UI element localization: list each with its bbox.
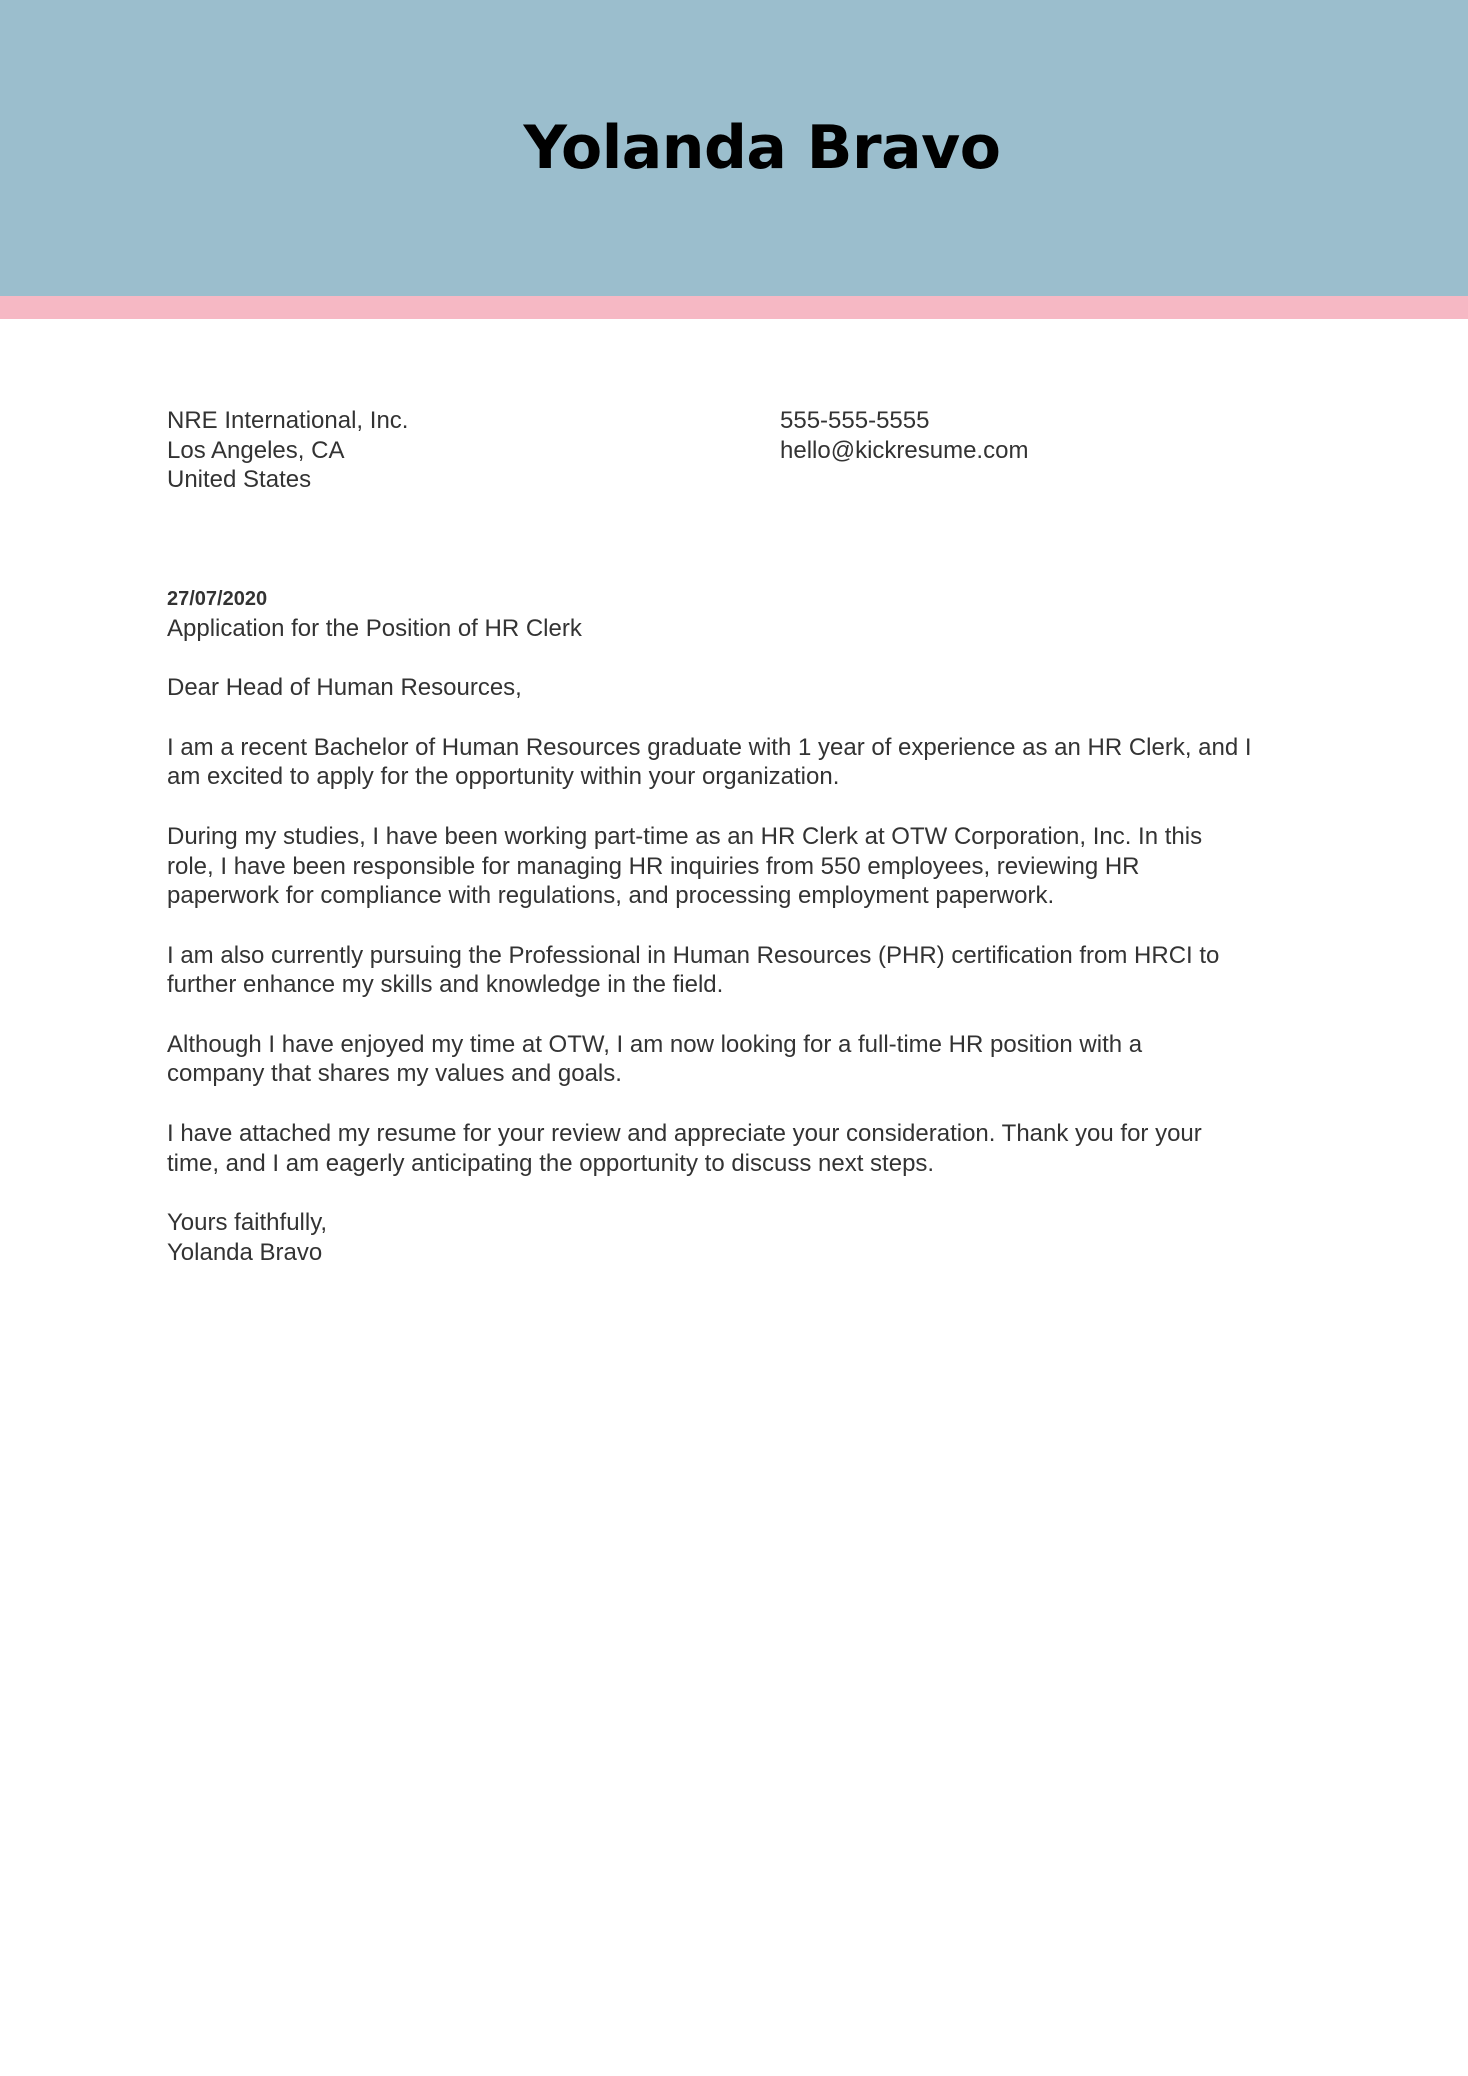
paragraph-line: further enhance my skills and knowledge in the field. — [167, 971, 724, 999]
applicant-name: Yolanda Bravo — [523, 113, 1001, 183]
paragraph-line: I am a recent Bachelor of Human Resources graduate with 1 year of experience as an HR Clerk, and I — [167, 733, 1252, 761]
phone-number: 555-555-5555 — [780, 407, 930, 434]
letter-paragraph-5 — [167, 1119, 1367, 1178]
paragraph-line: I have attached my resume for your review and appreciate your consideration. Thank you for your — [167, 1119, 1202, 1147]
letter-paragraph-2 — [167, 822, 1367, 911]
letter-salutation: Dear Head of Human Resources, — [167, 674, 522, 702]
paragraph-line: Although I have enjoyed my time at OTW, I am now looking for a full-time HR position with a — [167, 1030, 1143, 1058]
paragraph-line: company that shares my values and goals. — [167, 1060, 622, 1088]
letter-date: 27/07/2020 — [167, 588, 268, 610]
paragraph-line: time, and I am eagerly anticipating the opportunity to discuss next steps. — [167, 1149, 935, 1177]
paragraph-line: role, I have been responsible for managing HR inquiries from 550 employees, reviewing HR — [167, 852, 1140, 880]
letter-paragraph-4 — [167, 1030, 1367, 1089]
letter-closing — [167, 1208, 1367, 1267]
paragraph-line: am excited to apply for the opportunity within your organization. — [167, 763, 840, 791]
letter-body — [167, 614, 1367, 1267]
letter-subject: Application for the Position of HR Clerk — [167, 615, 582, 642]
signature-name: Yolanda Bravo — [167, 1238, 323, 1266]
paragraph-line: I am also currently pursuing the Professional in Human Resources (PHR) certification from HRCI to — [167, 941, 1220, 969]
closing-phrase: Yours faithfully, — [167, 1208, 328, 1236]
letter-paragraph-1 — [167, 733, 1367, 792]
accent-bar — [0, 296, 1468, 319]
recipient-company: NRE International, Inc. — [167, 407, 409, 434]
contact-info — [780, 406, 1028, 465]
paragraph-line: paperwork for compliance with regulations, and processing employment paperwork. — [167, 882, 1055, 910]
recipient-address — [167, 406, 408, 495]
recipient-country: United States — [167, 466, 312, 494]
paragraph-line: During my studies, I have been working part-time as an HR Clerk at OTW Corporation, Inc. In this — [167, 822, 1203, 850]
recipient-city: Los Angeles, CA — [167, 436, 345, 464]
letter-paragraph-3 — [167, 941, 1367, 1000]
email-address: hello@kickresume.com — [780, 436, 1029, 464]
